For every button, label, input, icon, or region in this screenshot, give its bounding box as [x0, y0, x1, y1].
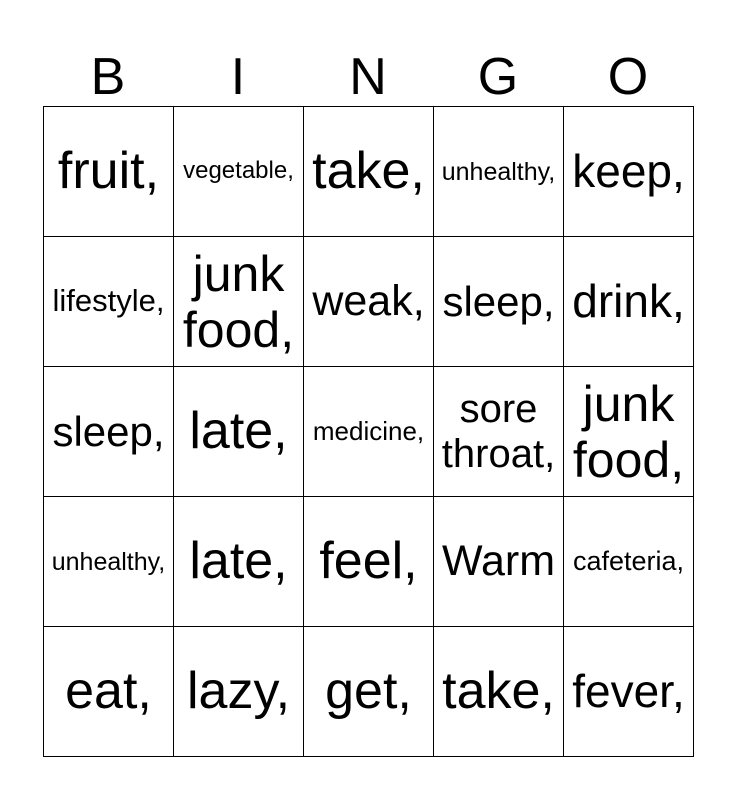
bingo-cell-r2c2[interactable]: [304, 367, 434, 497]
bingo-cell-label: lifestyle,: [52, 283, 165, 319]
bingo-cell-r0c2[interactable]: [304, 107, 434, 237]
bingo-cell-r4c4[interactable]: [564, 627, 694, 757]
bingo-cell-r3c0[interactable]: [44, 497, 174, 627]
bingo-cell-label: feel,: [319, 532, 418, 591]
bingo-cell-r2c3[interactable]: [434, 367, 564, 497]
bingo-cell-r2c1[interactable]: [174, 367, 304, 497]
bingo-grid: [43, 106, 694, 757]
bingo-cell-r3c3[interactable]: [434, 497, 564, 627]
bingo-title-letter-1: I: [230, 48, 246, 106]
bingo-cell-label: take,: [312, 142, 425, 201]
bingo-cell-r2c4[interactable]: [564, 367, 694, 497]
bingo-cell-r1c4[interactable]: [564, 237, 694, 367]
bingo-cell-label: lazy,: [186, 662, 291, 721]
bingo-cell-r0c4[interactable]: [564, 107, 694, 237]
bingo-cell-r4c1[interactable]: [174, 627, 304, 757]
bingo-cell-r1c0[interactable]: [44, 237, 174, 367]
bingo-cell-r1c3[interactable]: [434, 237, 564, 367]
bingo-title-letter-4: O: [607, 48, 649, 106]
bingo-cell-r4c2[interactable]: [304, 627, 434, 757]
bingo-cell-label: sore throat,: [441, 386, 556, 476]
bingo-cell-label: fever,: [572, 664, 685, 717]
bingo-cell-r4c3[interactable]: [434, 627, 564, 757]
bingo-cell-r0c3[interactable]: [434, 107, 564, 237]
bingo-title: [43, 48, 693, 106]
bingo-cell-label: get,: [325, 662, 412, 721]
bingo-cell-r2c0[interactable]: [44, 367, 174, 497]
bingo-cell-label: sleep,: [52, 407, 165, 455]
bingo-title-letter-2: N: [349, 48, 387, 106]
bingo-cell-label: late,: [189, 402, 288, 461]
bingo-cell-r0c0[interactable]: [44, 107, 174, 237]
bingo-cell-r0c1[interactable]: [174, 107, 304, 237]
bingo-cell-r1c2[interactable]: [304, 237, 434, 367]
bingo-cell-label: junk food,: [182, 245, 295, 358]
bingo-cell-label: take,: [442, 662, 555, 721]
bingo-cell-r1c1[interactable]: [174, 237, 304, 367]
bingo-cell-r3c4[interactable]: [564, 497, 694, 627]
bingo-cell-label: eat,: [65, 662, 152, 721]
bingo-cell-label: fruit,: [57, 142, 160, 201]
bingo-cell-label: weak,: [312, 277, 425, 326]
bingo-cell-label: medicine,: [312, 415, 425, 446]
bingo-title-letter-3: G: [477, 48, 519, 106]
bingo-cell-label: late,: [189, 532, 288, 591]
bingo-cell-label: keep,: [572, 144, 685, 197]
bingo-cell-label: cafeteria,: [572, 546, 685, 577]
bingo-title-letter-0: B: [90, 48, 126, 106]
bingo-cell-label: Warm: [441, 537, 556, 586]
bingo-cell-r3c2[interactable]: [304, 497, 434, 627]
bingo-cell-r3c1[interactable]: [174, 497, 304, 627]
bingo-cell-label: sleep,: [442, 277, 555, 325]
bingo-cell-label: unhealthy,: [51, 547, 166, 576]
bingo-cell-r4c0[interactable]: [44, 627, 174, 757]
bingo-cell-label: junk food,: [572, 375, 685, 488]
bingo-cell-label: unhealthy,: [441, 157, 556, 186]
bingo-cell-label: drink,: [572, 274, 685, 327]
bingo-cell-label: vegetable,: [183, 157, 294, 185]
